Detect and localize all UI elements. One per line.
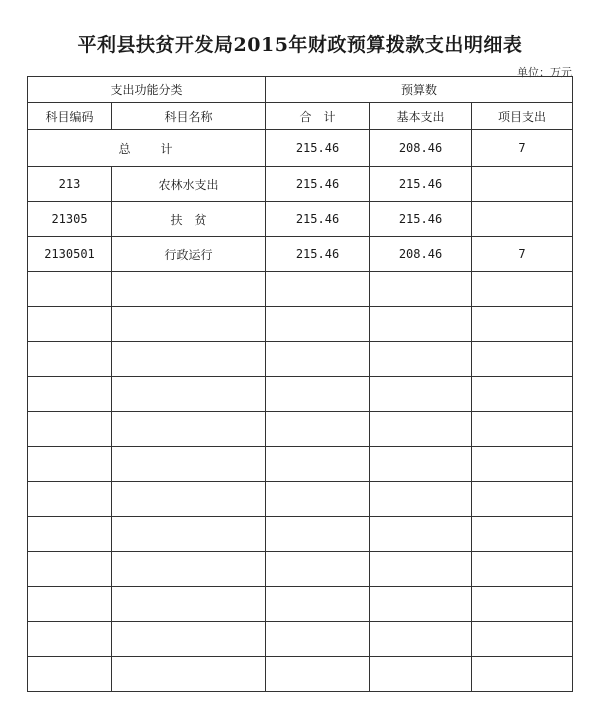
table-row: [28, 202, 573, 237]
total-amount: 215.46: [266, 130, 370, 167]
unit-label: 单位：万元: [517, 66, 572, 79]
total-row: [28, 130, 573, 167]
page-title: 平利县扶贫开发局2015年财政预算拨款支出明细表: [77, 34, 523, 56]
budget-table: [27, 76, 573, 692]
empty-row: [28, 517, 573, 552]
header-budget-group: 预算数: [266, 77, 573, 103]
row-name: 扶 贫: [112, 202, 266, 237]
row-name: 行政运行: [112, 237, 266, 272]
empty-row: [28, 342, 573, 377]
header-category-group: 支出功能分类: [28, 77, 266, 103]
row-basic: 215.46: [370, 202, 472, 237]
header-basic: 基本支出: [370, 103, 472, 130]
table-row: [28, 237, 573, 272]
row-code: 213: [28, 167, 112, 202]
empty-row: [28, 552, 573, 587]
empty-row: [28, 622, 573, 657]
row-total: 215.46: [266, 202, 370, 237]
row-name: 农林水支出: [112, 167, 266, 202]
total-basic: 208.46: [370, 130, 472, 167]
table-row: [28, 167, 573, 202]
header-project: 项目支出: [472, 103, 573, 130]
header-total: 合 计: [266, 103, 370, 130]
empty-row: [28, 657, 573, 692]
row-basic: 215.46: [370, 167, 472, 202]
empty-row: [28, 412, 573, 447]
header-row-columns: [28, 103, 573, 130]
total-project: 7: [472, 130, 573, 167]
total-label: 总 计: [28, 130, 266, 167]
header-name: 科目名称: [112, 103, 266, 130]
row-code: 2130501: [28, 237, 112, 272]
empty-row: [28, 377, 573, 412]
empty-row: [28, 482, 573, 517]
empty-row: [28, 307, 573, 342]
empty-row: [28, 447, 573, 482]
row-project: 7: [472, 237, 573, 272]
empty-row: [28, 272, 573, 307]
header-row-groups: [28, 77, 573, 103]
row-code: 21305: [28, 202, 112, 237]
row-total: 215.46: [266, 167, 370, 202]
empty-row: [28, 587, 573, 622]
row-basic: 208.46: [370, 237, 472, 272]
row-total: 215.46: [266, 237, 370, 272]
row-project: [472, 202, 573, 237]
row-project: [472, 167, 573, 202]
header-code: 科目编码: [28, 103, 112, 130]
